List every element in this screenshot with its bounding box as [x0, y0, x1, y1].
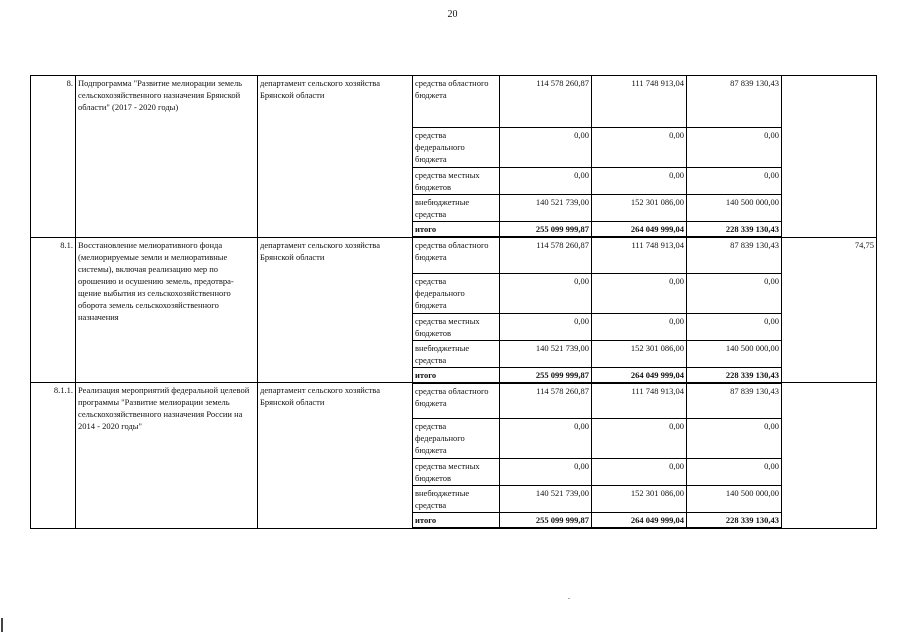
activity-name: Подпрограмма "Развитие мелиорации земель сельскохозяйственного назначения Брянской области" (2017 - 2020 годы) [76, 76, 258, 238]
funding-source: внебюджетные средства [413, 486, 500, 513]
executor: департамент сельского хозяйства Брянской области [258, 76, 413, 238]
amount-year-3: 0,00 [687, 273, 782, 313]
funding-source: средства федерального бюджета [413, 273, 500, 313]
amount-year-3: 0,00 [687, 128, 782, 168]
amount-year-1: 0,00 [500, 459, 592, 486]
table-row [31, 383, 877, 419]
amount-year-2: 152 301 086,00 [592, 340, 687, 367]
indicator-value [782, 76, 877, 238]
table-row [31, 76, 877, 128]
total-label: итого [413, 513, 500, 529]
row-number: 8. [31, 76, 76, 238]
indicator-value: 74,75 [782, 237, 877, 383]
indicator-value [782, 383, 877, 529]
amount-year-3: 0,00 [687, 419, 782, 459]
amount-year-3: 140 500 000,00 [687, 340, 782, 367]
amount-year-2: 0,00 [592, 128, 687, 168]
funding-source: средства областного бюджета [413, 76, 500, 128]
scan-edge-mark [1, 618, 3, 632]
funding-source: средства федерального бюджета [413, 128, 500, 168]
row-number: 8.1. [31, 237, 76, 383]
amount-year-2: 264 049 999,04 [592, 513, 687, 529]
funding-source: средства областного бюджета [413, 383, 500, 419]
amount-year-1: 0,00 [500, 128, 592, 168]
amount-year-2: 264 049 999,04 [592, 367, 687, 383]
executor: департамент сельского хозяйства Брянской области [258, 237, 413, 383]
amount-year-1: 0,00 [500, 273, 592, 313]
amount-year-1: 140 521 739,00 [500, 486, 592, 513]
amount-year-1: 114 578 260,87 [500, 76, 592, 128]
amount-year-3: 87 839 130,43 [687, 383, 782, 419]
amount-year-1: 0,00 [500, 313, 592, 340]
amount-year-3: 140 500 000,00 [687, 195, 782, 222]
amount-year-3: 228 339 130,43 [687, 367, 782, 383]
funding-source: внебюджетные средства [413, 195, 500, 222]
activity-name: Реализация мероприятий федеральной целевой программы "Развитие мелиорации земель сельскохозяйственного назначения России на 2014 - 2020 годы" [76, 383, 258, 529]
funding-source: средства местных бюджетов [413, 459, 500, 486]
amount-year-2: 0,00 [592, 459, 687, 486]
amount-year-3: 0,00 [687, 459, 782, 486]
amount-year-3: 140 500 000,00 [687, 486, 782, 513]
amount-year-1: 255 099 999,87 [500, 367, 592, 383]
funding-source: средства федерального бюджета [413, 419, 500, 459]
amount-year-2: 0,00 [592, 168, 687, 195]
amount-year-1: 255 099 999,87 [500, 513, 592, 529]
amount-year-2: 0,00 [592, 419, 687, 459]
amount-year-3: 228 339 130,43 [687, 222, 782, 238]
funding-source: внебюджетные средства [413, 340, 500, 367]
amount-year-3: 0,00 [687, 168, 782, 195]
funding-source: средства местных бюджетов [413, 313, 500, 340]
amount-year-3: 87 839 130,43 [687, 237, 782, 273]
page-number: 20 [447, 9, 458, 20]
amount-year-2: 264 049 999,04 [592, 222, 687, 238]
amount-year-2: 111 748 913,04 [592, 383, 687, 419]
funding-source: средства областного бюджета [413, 237, 500, 273]
amount-year-1: 140 521 739,00 [500, 340, 592, 367]
amount-year-3: 228 339 130,43 [687, 513, 782, 529]
amount-year-1: 114 578 260,87 [500, 237, 592, 273]
amount-year-1: 140 521 739,00 [500, 195, 592, 222]
activity-name: Восстановление мелиоративного фонда (мелиорируемые земли и мелиоративные системы), включая реализацию мер по орошению и осушению земель, предотвра-щение выбытия из сельскохозяйственного оборота земель сельскохозяйственного назначения [76, 237, 258, 383]
amount-year-1: 114 578 260,87 [500, 383, 592, 419]
amount-year-2: 152 301 086,00 [592, 486, 687, 513]
amount-year-2: 0,00 [592, 273, 687, 313]
amount-year-1: 255 099 999,87 [500, 222, 592, 238]
amount-year-2: 111 748 913,04 [592, 237, 687, 273]
amount-year-3: 0,00 [687, 313, 782, 340]
budget-table [30, 75, 877, 529]
table-body [31, 76, 877, 529]
total-label: итого [413, 367, 500, 383]
scan-speck [568, 598, 570, 599]
amount-year-1: 0,00 [500, 419, 592, 459]
funding-source: средства местных бюджетов [413, 168, 500, 195]
executor: департамент сельского хозяйства Брянской области [258, 383, 413, 529]
table-row [31, 237, 877, 273]
amount-year-1: 0,00 [500, 168, 592, 195]
amount-year-2: 152 301 086,00 [592, 195, 687, 222]
amount-year-3: 87 839 130,43 [687, 76, 782, 128]
amount-year-2: 0,00 [592, 313, 687, 340]
row-number: 8.1.1. [31, 383, 76, 529]
total-label: итого [413, 222, 500, 238]
amount-year-2: 111 748 913,04 [592, 76, 687, 128]
